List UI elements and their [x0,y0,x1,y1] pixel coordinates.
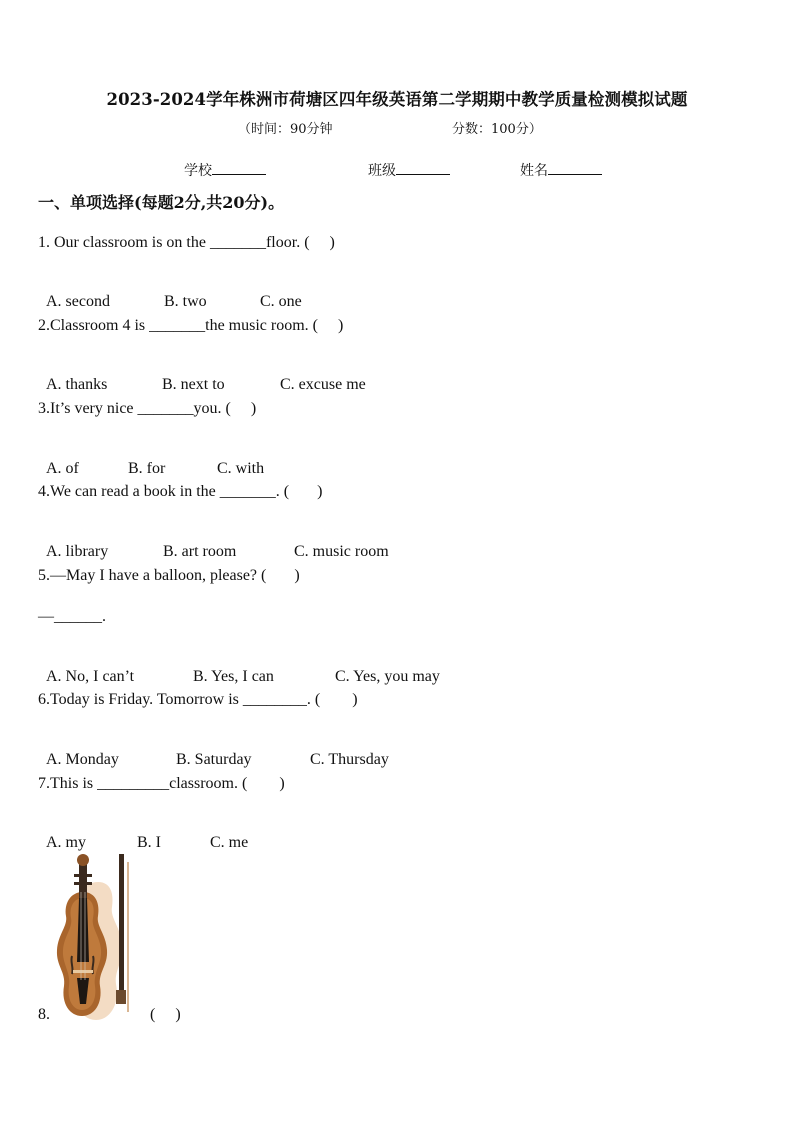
name-blank[interactable] [548,160,602,175]
option-c[interactable]: C. Yes, you may [335,668,440,685]
name-field[interactable] [520,160,602,180]
question-4: 4.We can read a book in the _______. ( ) [38,483,323,500]
option-c[interactable]: C. one [260,293,302,310]
option-a[interactable]: A. my [46,834,86,851]
options-3 [38,442,264,478]
options-1 [38,275,302,311]
option-c[interactable]: C. with [217,460,265,477]
question-5: 5.—May I have a balloon, please? ( ) [38,567,300,584]
question-1: 1. Our classroom is on the _______floor. ( ) [38,234,335,251]
option-a[interactable]: A. thanks [46,376,108,393]
question-8-number: 8. [38,1006,50,1023]
option-b[interactable]: B. I [137,834,161,851]
options-4 [38,525,389,561]
option-a[interactable]: A. library [46,543,109,560]
school-field[interactable] [184,160,266,180]
exam-time: （时间：90分钟 [238,122,333,137]
name-label: 姓名 [520,163,548,179]
question-6: 6.Today is Friday. Tomorrow is ________. ( ) [38,691,358,708]
question-3: 3.It’s very nice _______you. ( ) [38,400,257,417]
option-a[interactable]: A. No, I can’t [46,668,135,685]
options-7 [38,816,248,852]
answer-line-5: —______. [38,608,106,625]
option-b[interactable]: B. next to [162,376,225,393]
school-blank[interactable] [212,160,266,175]
class-blank[interactable] [396,160,450,175]
class-field[interactable] [368,160,450,180]
options-6 [38,733,389,769]
option-c[interactable]: C. music room [294,543,389,560]
question-7: 7.This is _________classroom. ( ) [38,775,285,792]
option-b[interactable]: B. Yes, I can [193,668,274,685]
question-2: 2.Classroom 4 is _______the music room. ( ) [38,317,344,334]
question-8-paren: ( ) [150,1006,181,1023]
option-c[interactable]: C. excuse me [280,376,366,393]
option-b[interactable]: B. Saturday [176,751,252,768]
option-c[interactable]: C. Thursday [310,751,389,768]
exam-score: 分数：100分） [452,122,542,137]
option-a[interactable]: A. of [46,460,79,477]
option-a[interactable]: A. second [46,293,110,310]
page-title: 2023-2024学年株洲市荷塘区四年级英语第二学期期中教学质量检测模拟试题 [106,90,688,109]
section-heading: 一、单项选择(每题2分,共20分)。 [38,193,285,212]
option-a[interactable]: A. Monday [46,751,119,768]
options-2 [38,358,366,394]
option-b[interactable]: B. two [164,293,207,310]
violin-icon [50,852,142,1022]
class-label: 班级 [368,163,396,179]
option-c[interactable]: C. me [210,834,249,851]
option-b[interactable]: B. for [128,460,166,477]
option-b[interactable]: B. art room [163,543,237,560]
school-label: 学校 [184,163,212,179]
options-5 [38,650,440,686]
